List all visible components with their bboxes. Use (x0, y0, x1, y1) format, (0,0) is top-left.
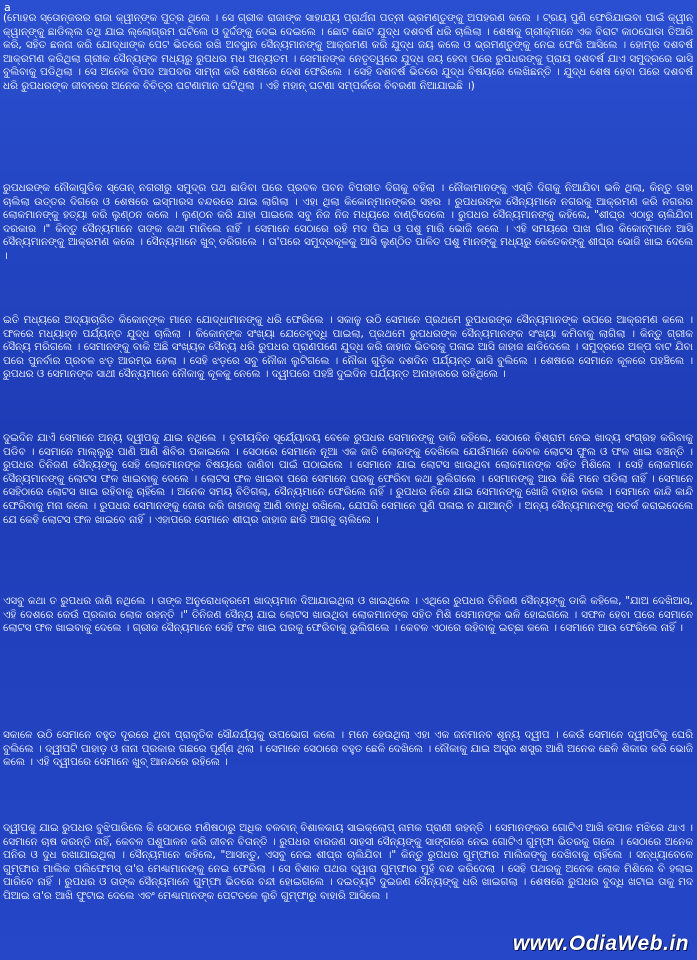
corner-mark: a (4, 1, 11, 14)
paragraph-2: ରୁପଧରଙ୍କ ନୌକାଗୁଡିକ ସ୍ତୋନ୍ ନଗରୀରୁ ସମୁଦ୍ର ପଥ ଛାଡିବା ପରେ ପ୍ରବଳ ପବନ ବିପରୀତ ଦିଗକୁ ବହିଲା । ନୌକାମାନଙ୍କୁ ଏସ୍ତି ଦିଗକୁ ନିଆଯିବା ଭଳି ଥିଲା, କିନ୍ତୁ ତାହା ଚାଲିଲା ଉତ୍ତର ଦିଗରେ ଓ ଶେଷରେ ଇସ୍ମାରସ ବନ୍ଦରରେ ଯାଇ ଲାଗିଲା । ଏହା ଥିଲା କିକୋନ୍‌ମାନଙ୍କର ସହର । ରୁପଧରଙ୍କ ସୈନ୍ୟମାନେ ନଗରକୁ ଆକ୍ରମଣ କରି ନଗରର ଲୋକମାନଙ୍କୁ ହତ୍ୟା କରି ଲୁଣ୍ଠନ କଲେ । ଲୁଣ୍ଠନ କରି ଯାହା ପାଇଲେ ସବୁ ନିଜ ନିଜ ମଧ୍ୟରେ ବାଣ୍ଟିଦେଲେ । ରୁପଧର ସୈନ୍ୟମାନଙ୍କୁ କହିଲେ, "ଶୀଘ୍ର ଏଠାରୁ ଚାଲିଯିବା ଦରକାର ।" କିନ୍ତୁ ସୈନ୍ୟମାନେ ତାଙ୍କ କଥା ମାନିଲେ ନାହିଁ । ସେମାନେ ସେଠାରେ ରହି ମଦ ପିଇ ଓ ପଶୁ ମାରି ଭୋଜି କଲେ । ଏହି ସମୟରେ ପାଖ ଗାଁର କିକୋନ୍‌ମାନେ ଆସି ସୈନ୍ୟମାନଙ୍କୁ ଆକ୍ରମଣ କଲେ । ସୈନ୍ୟମାନେ ଖୁବ୍ ଡରିଗଲେ । ତା'ପରେ ସମୁଦ୍ରକୂଳକୁ ଆସି ଲୁଣ୍ଠିତ ପାଳିତ ପଶୁ ମାନଙ୍କୁ ମଧ୍ୟରୁ କେତେକଙ୍କୁ ଶୀଘ୍ର ଭୋଜି ଖାଇ ଦେଲେ । (3, 182, 693, 262)
paragraph-1: (ମୋହର ସ୍ତୋନ୍‌ଜରର ରାଜା କ୍ୱୀନ୍‌ଙ୍କ ପୁତ୍ର ଥିଲେ । ସେ ଗ୍ରୀକ ରାଜାଙ୍କ ସାହାଯ୍ୟ ପ୍ରାର୍ଥନା ପତ୍ନୀ ଭ୍ରମଣ୍ତୁଙ୍କୁ ଅପହରଣ କଲେ । ଟ୍ରୟ ପୁଣି ଫେରିଯାଇବା ପାଇଁ କ୍ୱୀନ୍ କ୍ୱାନ୍‌ଙ୍କୁ ଛାଡିଲ୍ଲ ତଥି ଯାଇ ଲ୍ଲୋଗ୍ରମ ଘଟିଲେ ଓ ଦୁର୍ଦ୍ଦଙ୍କୁ ଦେଇ ଦେଇଲେ । ଛୋଟ ଛୋଟ ଯୁଦ୍ଧ ଦଶବର୍ଷ ଧରି ଚାଲିଲା । ଶେଷକୁ ଗ୍ରୀକ୍‌ମାନେ ଏକ ବିରାଟ କାଠଘୋଡା ତିଆରି କରି, ସହିତ ଛଳନା କରି ଯୋଦ୍ଧାଙ୍କ ପେଟ ଭିତରେ ରଖି ଅବସ୍ଥାନ ସୈନ୍ୟମାନଙ୍କୁ ଆକ୍ରମଣ କରି ଯୁଦ୍ଧ ଜୟ କଲେ ଓ ଭ୍ରମଣ୍ତୁଙ୍କୁ ନେଇ ଫେରି ଆସିଲେ । ହୋମ୍ର ଦଶବର୍ଷ ଆକ୍ରମଣ କରିଥିଲା ଗ୍ରୀକ ସୈନ୍ୟଙ୍କ ମଧ୍ୟରୁ ରୁପଧର ମଧ ଅନ୍ୟତମ । ସେମାନଙ୍କ ନେତୃତ୍ୱରେ ଯୁଦ୍ଧ ଜୟ ହେବା ପରେ ରୁପଧରଙ୍କୁ ପ୍ରାୟ ଦଶବର୍ଷ ଯାଏ ସମୁଦ୍ରରେ ଭାସି ବୁଲିବାକୁ ପଡିଥିଲା । ସେ ଅନେକ ବିପଦ ଆପଦର ସାମ୍ନା କରି ଶେଷରେ ଦେଶ ଫେରିଲେ । ସେହି ଦଶବର୍ଷ ଭିତରେ ଯୁଦ୍ଧ ବିଷୟରେ ଲେଖିଛନ୍ତି । ଯୁଦ୍ଧ ଶେଷ ହେବା ପରେ ଦଶବର୍ଷ ଧରି ରୁପଧରଙ୍କ ଜୀବନରେ ଅନେକ ବିଚିତ୍ର ଘଟଣାମାନ ଘଟିଥିଲା । ଏହି ମହାନ୍ ଘଟଣା ସମ୍ପର୍କରେ ବିବରଣୀ ନିଆଯାଇଛି ।) (3, 12, 693, 92)
paragraph-7: ଦ୍ୱୀପକୁ ଯାଇ ରୁପଧର ବୁଝିପାରିଲେ କି ସେଠାରେ ମଣିଷଠାରୁ ଅଧିକ ବଳବାନ୍ ବିଶାଳକାୟ ସାଇକ୍ଲୋପ୍ ନାମକ ପ୍ରାଣୀ ରହନ୍ତି । ସେମାନଙ୍କର ଗୋଟିଏ ଆଖି କପାଳ ମଝିରେ ଥାଏ । ସେମାନେ ଚାଷ କରନ୍ତି ନାହିଁ, କେବଳ ପଶୁପାଳନ କରି ଜୀବନ ବିତାନ୍ତି । ରୁପଧର ବାରଜଣ ସାହସୀ ସୈନ୍ୟଙ୍କୁ ସାଙ୍ଗରେ ନେଇ ଗୋଟିଏ ଗୁମ୍ଫା ଭିତରକୁ ଗଲେ । ସେଠାରେ ଅନେକ ପନିର ଓ ଦୁଧ ରଖାଯାଇଥିଲା । ସୈନ୍ୟମାନେ କହିଲେ, "ଆସନ୍ତୁ, ଏସବୁ ନେଇ ଶୀଘ୍ର ଚାଲିଯିବା ।" କିନ୍ତୁ ରୁପଧର ଗୁମ୍ଫାର ମାଲିକଙ୍କୁ ଦେଖିବାକୁ ଚାହିଁଲେ । ସନ୍ଧ୍ୟାବେଳେ ଗୁମ୍ଫାର ମାଲିକ ପଲିଫେମସ୍ ତା'ର ମେଣ୍ଢାମାନଙ୍କୁ ନେଇ ଫେରିଲା । ସେ ବିଶାଳ ପଥର ଦ୍ୱାରା ଗୁମ୍ଫାର ମୁହଁ ବନ୍ଦ କରିଦେଲା । ସେହି ପଥରକୁ ଅନେକ ଲୋକ ମିଶିଲେ ବି ହଲାଇ ପାରିବେ ନାହିଁ । ରୁପଧର ଓ ତାଙ୍କ ସୈନ୍ୟମାନେ ଗୁମ୍ଫା ଭିତରେ ବନ୍ଦୀ ହୋଇଗଲେ । ଦଇତ୍ୟଟି ଦୁଇଜଣ ସୈନ୍ୟଙ୍କୁ ଧରି ଖାଇଗଲା । ଶେଷରେ ରୁପଧର ବୁଦ୍ଧି ଖଟାଇ ତାକୁ ମଦ ପିଆଇ ତା'ର ଆଖି ଫୁଟାଇ ଦେଲେ ଏବଂ ମେଣ୍ଢାମାନଙ୍କ ପେଟତଳେ ଲୁଚି ଗୁମ୍ଫାରୁ ବାହାରି ଆସିଲେ । (3, 822, 693, 902)
paragraph-4: ଦୁଇଦିନ ଯାଏଁ ସେମାନେ ଅନ୍ୟ ଦ୍ୱୀପକୁ ଯାଇ ନଥିଲେ । ତୃତୀୟଦିନ ସୂର୍ଯ୍ୟୋଦୟ ବେଳେ ରୁପଧର ସେମାନଙ୍କୁ ଡାକି କହିଲେ, ସେଠାରେ ବିଶ୍ରାମ ନେଇ ଖାଦ୍ୟ ସଂଗ୍ରହ କରିବାକୁ ପଡିବ । ସେମାନେ ମାଲ୍ଲୁରୁ ପାଣି ଆଣି ଶିବିର ପକାଇଲେ । ସେଠାରେ ସେମାନେ ନୂଆ ଏକ ଜାତି ଲୋକଙ୍କୁ ଦେଖିଲେ ଯେଉଁମାନେ କେବଳ ଲୋଟସ ଫୁଲ ଓ ଫଳ ଖାଇ ବଞ୍ଚନ୍ତି । ରୁପଧର ତିନିଜଣ ସୈନ୍ୟଙ୍କୁ ସେହି ଲୋକମାନଙ୍କ ବିଷୟରେ ଜାଣିବା ପାଇଁ ପଠାଇଲେ । ସେମାନେ ଯାଇ ଲୋଟସ ଖାଉଥିବା ଲୋକମାନଙ୍କ ସହିତ ମିଶିଲେ । ସେହି ଲୋକମାନେ ସୈନ୍ୟମାନଙ୍କୁ ଲୋଟସ ଫଳ ଖାଇବାକୁ ଦେଲେ । ଲୋଟସ ଫଳ ଖାଇବା ପରେ ସେମାନେ ଘରକୁ ଫେରିବା କଥା ଭୁଲିଗଲେ । ସେମାନଙ୍କୁ ଆଉ କିଛି ମନେ ପଡିଲା ନାହିଁ । ସେମାନେ ସେହିଠାରେ ଲୋଟସ ଖାଇ ରହିବାକୁ ଚାହିଁଲେ । ଅନେକ ସମୟ ବିତିଗଲା, ସୈନ୍ୟମାନେ ଫେରିଲେ ନାହିଁ । ରୁପଧର ନିଜେ ଯାଇ ସେମାନଙ୍କୁ ଖୋଜି ବାହାର କଲେ । ସେମାନେ କାନ୍ଦି କାନ୍ଦି ଫେରିବାକୁ ମନା କଲେ । ରୁପଧର ସେମାନଙ୍କୁ ଜୋର କରି ଜାହାଜକୁ ଆଣି ବାନ୍ଧି ରଖିଲେ, ଯେପରି ସେମାନେ ପୁଣି ପଳାଇ ନ ଯାଆନ୍ତି । ଅନ୍ୟ ସୈନ୍ୟମାନଙ୍କୁ ସତର୍କ କରାଇଦେଲେ ଯେ କେହି ଲୋଟସ ଫଳ ଖାଇବେ ନାହିଁ । ଏହାପରେ ସେମାନେ ଶୀଘ୍ର ଜାହାଜ ଛାଡି ଆଗକୁ ଚାଲିଲେ । (3, 432, 693, 526)
site-watermark: www.OdiaWeb.in (512, 932, 689, 955)
paragraph-5: ଏସବୁ କଥା ତ ରୁପଧର ଜାଣି ନଥିଲେ । ତାଙ୍କ ଅନୁରୋଧକ୍ରମେ ଖାଦ୍ୟମାନ ଦିଆଯାଇଥିଲା ଓ ଖାଇଥିଲେ । ଏଥିରେ ରୁପଧର ତିନିଜଣ ସୈନ୍ୟଙ୍କୁ ଡାକି କହିଲେ, "ଯାଅ ଦେଖିଆସ, ଏହି ଦେଶରେ କେଉଁ ପ୍ରକାର ଲୋକ ରହନ୍ତି ।" ତିନିଜଣ ସୈନ୍ୟ ଯାଇ ଲୋଟସ ଖାଉଥିବା ଲୋକମାନଙ୍କ ସହିତ ମିଶି ସେମାନଙ୍କ ଭଳି ହୋଇଗଲେ । ସଫଳ ହେବା ପରେ ସେମାନେ ଲୋଟସ ଫଳ ଖାଇବାକୁ ଦେଲେ । ଗ୍ରୀକ ସୈନ୍ୟମାନେ ସେହି ଫଳ ଖାଇ ଘରକୁ ଫେରିବାକୁ ଭୁଲିଗଲେ । କେବଳ ଏଠାରେ ରହିବାକୁ ଇଚ୍ଛା କଲେ । ସେମାନେ ଆଉ ଫେରିଲେ ନାହିଁ । (3, 595, 693, 635)
paragraph-6: ସକାଳେ ଉଠି ସେମାନେ ବହୁତ ଦୂରରେ ଥିବା ପ୍ରାକୃତିକ ସୌନ୍ଦର୍ଯ୍ୟକୁ ଉପଭୋଗ କଲେ । ମନେ ହେଉଥିଲା ଏହା ଏକ ଜନମାନବ ଶୂନ୍ୟ ଦ୍ୱୀପ । କେଉଁ ସେମାନେ ଦ୍ୱୀପଟିକୁ ଘେରି ବୁଲିଲେ । ଦ୍ୱୀପଟି ପାହାଡ଼ ଓ ନାନା ପ୍ରକାର ଗଛରେ ପୂର୍ଣ୍ଣ ଥିଲା । ସେମାନେ ସେଠାରେ ବହୁତ ଛେଳି ଦେଖିଲେ । ନୌକାକୁ ଯାଇ ଅସ୍ତ୍ର ଶସ୍ତ୍ର ଆଣି ଅନେକ ଛେଳି ଶିକାର କରି ଭୋଜି କଲେ । ଏହି ଦ୍ୱୀପରେ ସେମାନେ ଖୁବ୍ ଆନନ୍ଦରେ ରହିଲେ । (3, 729, 693, 769)
paragraph-3: ଇତି ମଧ୍ୟରେ ଅଦ୍ୟାଚାରିତ କିକୋନ୍‌ଙ୍କ ମାନେ ଯୋଦ୍ଧାମାନଙ୍କୁ ଧରି ଫେରିଲେ । ସକାଳୁ ଉଠି ସେମାନେ ପ୍ରଥମେ ରୁପଧରଙ୍କ ସୈନ୍ୟମାନଙ୍କ ଉପରେ ଆକ୍ରମଣ କଲେ । ଫଳରେ ମଧ୍ୟାହ୍ନ ପର୍ଯ୍ୟନ୍ତ ଯୁଦ୍ଧ ଚାଲିଲା । କିକୋନ୍‌ଙ୍କ ସଂଖ୍ୟା ଯେତେବୃଦ୍ଧି ପାଇଲା, ପ୍ରଥମେ ରୁପଧରଙ୍କ ସୈନ୍ୟମାନଙ୍କ ସଂଖ୍ୟା କମିବାକୁ ଲାଗିଲା । କିନ୍ତୁ ଗ୍ରୀକ ସୈନ୍ୟ ମରିଗଲେ । ସେମାନଙ୍କୁ ବାକି ଅଛି ସଂଖ୍ୟକ ସୈନ୍ୟ ଧରି ରୁପଧର ପ୍ରାଣପଣେ ଯୁଦ୍ଧ କରି ଜାହାଜ ଭିତରକୁ ପଳାଇ ଆସି ଜାହାଜ ଛାଡିଦେଲେ । ସମୁଦ୍ରରେ ଅଳ୍ପ ବାଟ ଯିବା ପରେ ପୁନର୍ବାର ପ୍ରବଳ ଝଡ଼ ଆରମ୍ଭ ହେଲା । ସେହି ଝଡ଼ରେ ସବୁ ନୌକା ଲୁଟିଗଲେ । ନୌକା ଗୁଡ଼ିକ ଦଶଦିନ ପର୍ଯ୍ୟନ୍ତ ଭାସି ବୁଲିଲେ । ଶେଷରେ ସେମାନେ କୂଳରେ ପହଞ୍ଚିଲେ । ରୁପଧର ଓ ସେମାନଙ୍କ ସାଥୀ ସୈନ୍ୟମାନେ ନୌକାକୁ କୂଳକୁ ନେଲେ । ଦ୍ୱୀପରେ ପହଞ୍ଚି ଦୁଇଦିନ ପର୍ଯ୍ୟନ୍ତ ଅନାହାରରେ ରହିଥିଲେ । (3, 314, 693, 381)
